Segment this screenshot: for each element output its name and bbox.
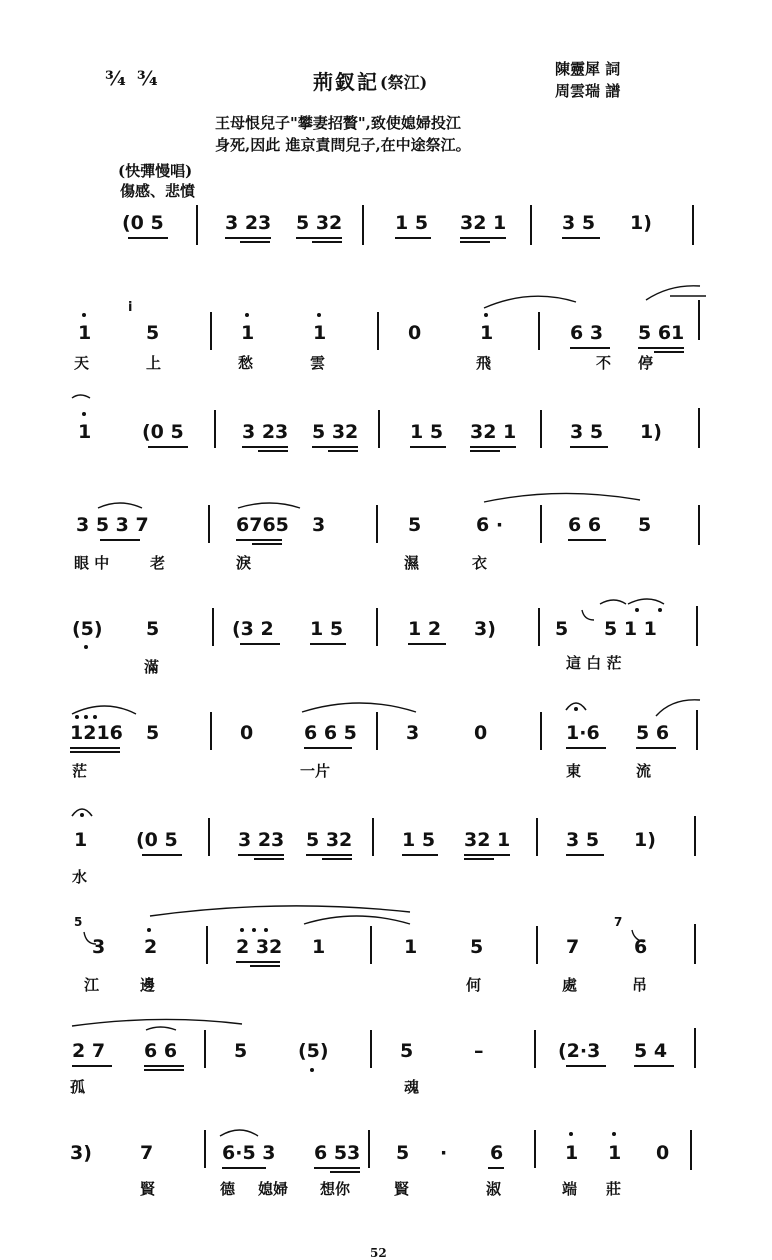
note-group: 3 23 <box>238 829 285 851</box>
intro-line-1: 王母恨兒子"攀妻招贅",致使媳婦投江 <box>215 114 461 132</box>
note-group: 1 5 <box>395 212 429 234</box>
lyric: 濕 <box>404 554 420 572</box>
note-group: 5 1 1 <box>604 618 657 640</box>
note-group: 2 <box>144 936 158 958</box>
lyric: 賢 <box>140 1180 156 1198</box>
note-group: 6 3 <box>570 322 604 344</box>
lyric: 飛 <box>476 354 492 372</box>
note-group: 6765 <box>236 514 289 536</box>
lyric: 賢 <box>394 1180 410 1198</box>
grace-note: i <box>128 300 133 315</box>
note-group: 2 32 <box>236 936 283 958</box>
note-group: 1 <box>78 421 92 443</box>
note-group: (0 5 <box>122 212 164 234</box>
note-group: 5 <box>234 1040 248 1062</box>
note-group: 6 <box>634 936 648 958</box>
note-group: 6 <box>490 1142 504 1164</box>
note-group: (0 5 <box>136 829 178 851</box>
note-group: (2·3 <box>558 1040 601 1062</box>
time-signature: ¾ ¾ <box>105 66 160 90</box>
note-group: 3) <box>70 1142 92 1164</box>
intro-line-2: 身死,因此 進京責問兒子,在中途祭江。 <box>215 136 471 154</box>
lyric: 邊 <box>140 976 156 994</box>
note-group: 5 <box>638 514 652 536</box>
note-group: 2 7 <box>72 1040 106 1062</box>
note-group: (0 5 <box>142 421 184 443</box>
note-group: 1 2 <box>408 618 442 640</box>
lyric: 流 <box>636 762 652 780</box>
song-title: 荊釵記 <box>313 70 379 94</box>
note-group: 0 <box>408 322 422 344</box>
lyric: 何 <box>466 976 482 994</box>
note-group: 5 32 <box>306 829 353 851</box>
note-group: 6 53 <box>314 1142 361 1164</box>
note-group: 5 <box>146 722 160 744</box>
note-group: 1 <box>565 1142 579 1164</box>
lyric: 滿 <box>144 658 160 676</box>
note-group: 0 <box>240 722 254 744</box>
note-group: · <box>440 1142 448 1164</box>
note-group: 3 <box>312 514 326 536</box>
note-group: 3 5 <box>562 212 596 234</box>
lyric: 衣 <box>472 554 488 572</box>
note-group: 1 <box>74 829 88 851</box>
note-group: 3 5 <box>570 421 604 443</box>
lyric: 淑 <box>486 1180 502 1198</box>
note-group: 5 32 <box>296 212 343 234</box>
note-group: 5 <box>146 322 160 344</box>
note-group: 3 23 <box>242 421 289 443</box>
lyric: 德 <box>220 1180 236 1198</box>
note-group: 5 61 <box>638 322 685 344</box>
note-group: 7 <box>566 936 580 958</box>
note-group: 5 <box>146 618 160 640</box>
note-group: 1 <box>608 1142 622 1164</box>
note-group: 1·6 <box>566 722 600 744</box>
lyric: 老 <box>150 554 166 572</box>
note-group: 5 <box>470 936 484 958</box>
note-group: (5) <box>298 1040 329 1062</box>
note-group: 1 5 <box>402 829 436 851</box>
note-group: 1 <box>312 936 326 958</box>
lyricist-credit: 陳靈犀 詞 <box>555 60 621 78</box>
note-group: 5 <box>408 514 422 536</box>
lyric: 媳婦 <box>258 1180 289 1198</box>
mood-marking: 傷感、悲憤 <box>120 182 196 200</box>
lyric: 上 <box>146 354 162 372</box>
note-group: 3) <box>474 618 496 640</box>
note-group: – <box>474 1040 484 1062</box>
note-group: 1) <box>630 212 652 234</box>
note-group: 3 5 <box>566 829 600 851</box>
note-group: 5 6 <box>636 722 670 744</box>
tempo-marking: (快彈慢唱) <box>118 162 193 180</box>
note-group: 6 6 5 <box>304 722 357 744</box>
note-group: 0 <box>656 1142 670 1164</box>
note-group: (5) <box>72 618 103 640</box>
lyric: 茫 <box>72 762 88 780</box>
note-group: 5 <box>555 618 569 640</box>
lyric: 一片 <box>300 762 331 780</box>
note-group: 0 <box>474 722 488 744</box>
note-group: 32 1 <box>464 829 511 851</box>
note-group: 3 <box>406 722 420 744</box>
note-group: 1 <box>313 322 327 344</box>
note-group: 1 <box>404 936 418 958</box>
lyric: 東 <box>566 762 582 780</box>
note-group: 1 <box>241 322 255 344</box>
note-group: 1216 <box>70 722 123 744</box>
note-group: (3 2 <box>232 618 274 640</box>
note-group: 1 <box>480 322 494 344</box>
lyric: 眼 中 <box>74 554 110 572</box>
note-group: 1) <box>634 829 656 851</box>
note-group: 5 <box>400 1040 414 1062</box>
lyric: 處 <box>562 976 578 994</box>
lyric: 天 <box>74 354 90 372</box>
note-group: 1 <box>78 322 92 344</box>
note-group: 1 5 <box>310 618 344 640</box>
note-group: 3 23 <box>225 212 272 234</box>
lyric: 端 <box>562 1180 578 1198</box>
note-group: 32 1 <box>460 212 507 234</box>
lyric: 魂 <box>404 1078 420 1096</box>
lyric: 想你 <box>320 1180 351 1198</box>
note-group: 5 32 <box>312 421 359 443</box>
page-number: 52 <box>370 1246 387 1260</box>
note-group: 3 <box>92 936 106 958</box>
lyric: 停 <box>638 354 654 372</box>
lyric: 江 <box>84 976 100 994</box>
lyric: 不 <box>596 354 612 372</box>
lyric: 雲 <box>310 354 326 372</box>
lyric: 孤 <box>70 1078 86 1096</box>
lyric: 吊 <box>632 976 648 994</box>
note-group: 5 <box>396 1142 410 1164</box>
note-group: 32 1 <box>470 421 517 443</box>
lyric: 淚 <box>236 554 252 572</box>
grace-note: 5 <box>74 915 83 929</box>
note-group: 1) <box>640 421 662 443</box>
lyric: 愁 <box>238 354 254 372</box>
note-group: 6 6 <box>144 1040 178 1062</box>
note-group: 5 4 <box>634 1040 668 1062</box>
lyric: 水 <box>72 868 88 886</box>
note-group: 6·5 3 <box>222 1142 276 1164</box>
note-group: 1 5 <box>410 421 444 443</box>
composer-credit: 周雲瑞 譜 <box>555 82 621 100</box>
note-group: 3 5 3 7 <box>76 514 149 536</box>
lyric: 莊 <box>606 1180 622 1198</box>
grace-note: 7 <box>614 915 623 929</box>
note-group: 6 6 <box>568 514 602 536</box>
note-group: 6 · <box>476 514 504 536</box>
song-subtitle: (祭江) <box>380 73 428 92</box>
lyric: 這 白 茫 <box>566 654 622 672</box>
note-group: 7 <box>140 1142 154 1164</box>
fermata-icon <box>72 703 586 816</box>
